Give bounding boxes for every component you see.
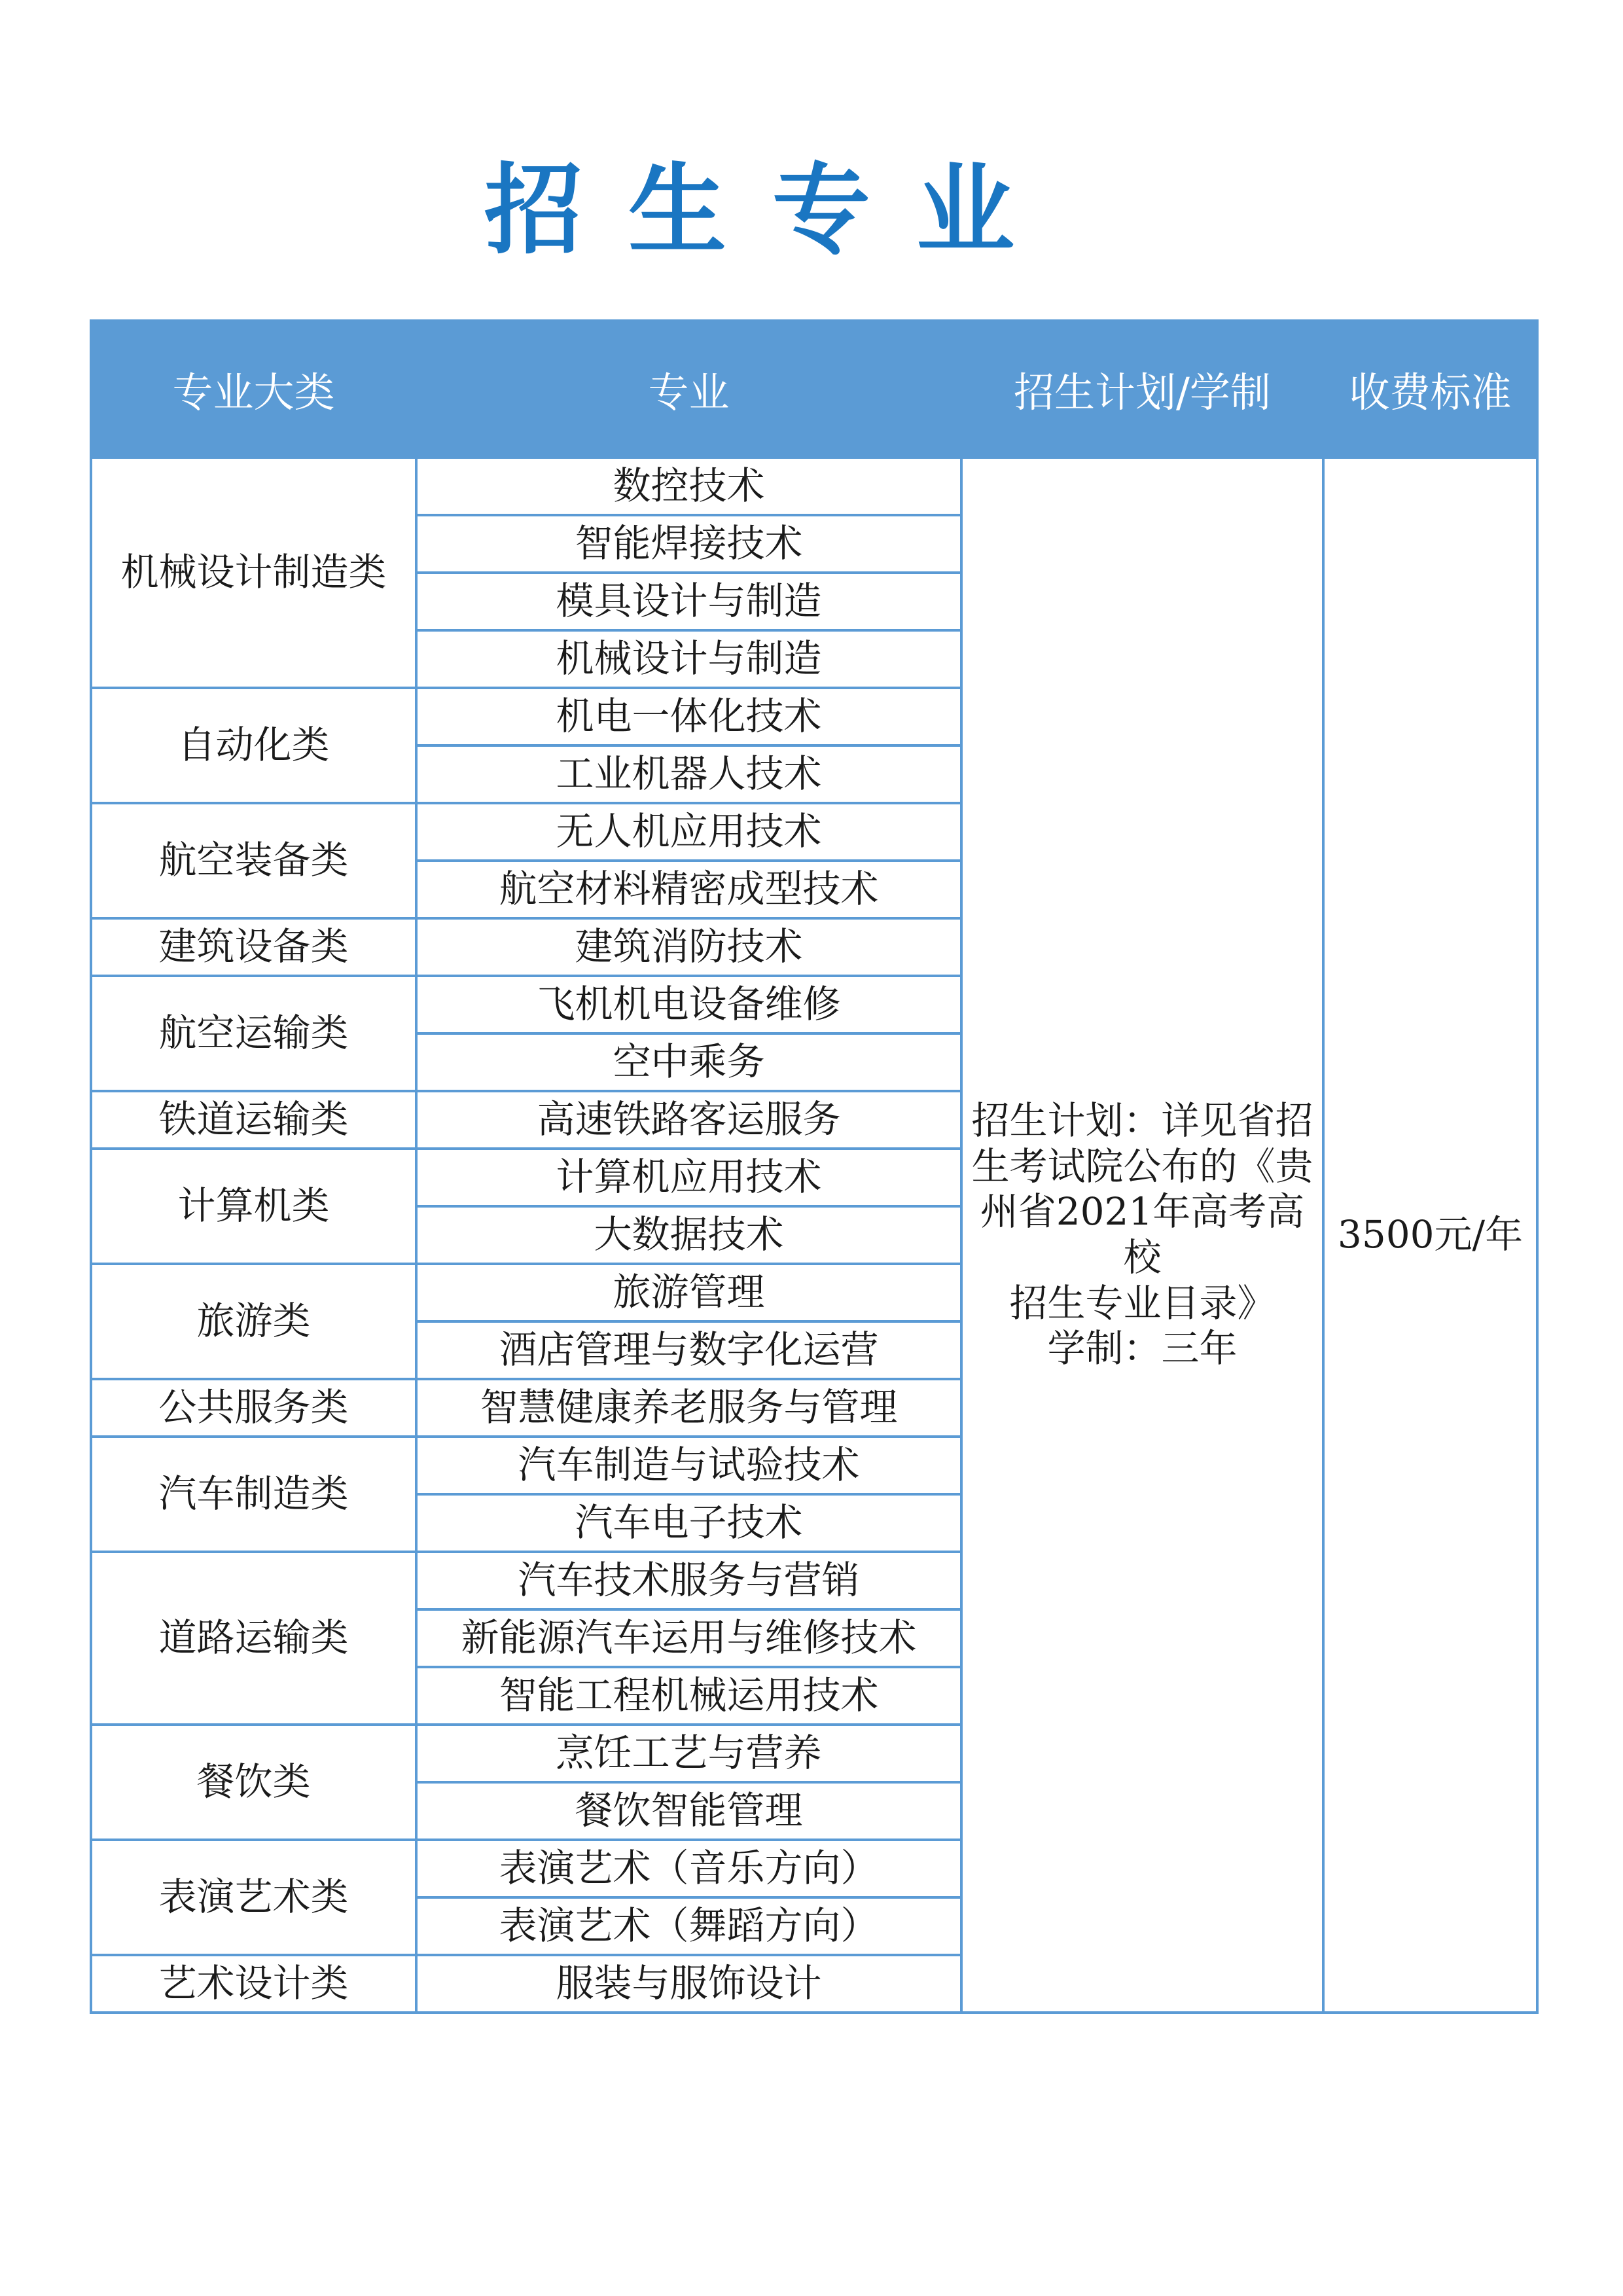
plan-line: 招生计划：详见省招 (971, 1098, 1313, 1143)
major-cell: 智能焊接技术 (416, 515, 961, 573)
header-category: 专业大类 (91, 321, 416, 457)
fee-cell: 3500元/年 (1323, 457, 1537, 2013)
category-cell: 计算机类 (91, 1149, 416, 1264)
table-body (91, 457, 1537, 2013)
category-cell: 自动化类 (91, 688, 416, 803)
major-cell: 空中乘务 (416, 1033, 961, 1091)
major-cell: 智能工程机械运用技术 (416, 1667, 961, 1725)
major-cell: 高速铁路客运服务 (416, 1091, 961, 1149)
major-cell: 建筑消防技术 (416, 918, 961, 976)
category-cell: 艺术设计类 (91, 1955, 416, 2013)
header-plan: 招生计划/学制 (961, 321, 1323, 457)
category-cell: 公共服务类 (91, 1379, 416, 1437)
major-cell: 新能源汽车运用与维修技术 (416, 1609, 961, 1667)
plan-line: 学制：三年 (1047, 1326, 1238, 1371)
major-cell: 飞机机电设备维修 (416, 976, 961, 1033)
header-major: 专业 (416, 321, 961, 457)
plan-line: 招生专业目录》 (1009, 1280, 1275, 1325)
category-cell: 餐饮类 (91, 1725, 416, 1840)
enrollment-plan-cell (961, 457, 1323, 2013)
plan-line: 生考试院公布的《贵 (971, 1143, 1313, 1189)
page-title: 招生专业 (484, 154, 1060, 268)
category-cell: 道路运输类 (91, 1552, 416, 1725)
major-cell: 旅游管理 (416, 1264, 961, 1321)
major-cell: 航空材料精密成型技术 (416, 861, 961, 918)
major-cell: 表演艺术（音乐方向） (416, 1840, 961, 1897)
major-cell: 餐饮智能管理 (416, 1782, 961, 1840)
category-cell: 建筑设备类 (91, 918, 416, 976)
category-cell: 汽车制造类 (91, 1437, 416, 1552)
category-cell: 表演艺术类 (91, 1840, 416, 1955)
major-cell: 烹饪工艺与营养 (416, 1725, 961, 1782)
major-cell: 酒店管理与数字化运营 (416, 1321, 961, 1379)
majors-table (90, 319, 1539, 2014)
major-cell: 汽车制造与试验技术 (416, 1437, 961, 1494)
category-cell: 航空运输类 (91, 976, 416, 1091)
major-cell: 表演艺术（舞蹈方向） (416, 1897, 961, 1955)
table-row (91, 457, 1537, 515)
category-cell: 旅游类 (91, 1264, 416, 1379)
major-cell: 模具设计与制造 (416, 573, 961, 630)
category-cell: 机械设计制造类 (91, 457, 416, 688)
major-cell: 大数据技术 (416, 1206, 961, 1264)
major-cell: 服装与服饰设计 (416, 1955, 961, 2013)
major-cell: 计算机应用技术 (416, 1149, 961, 1206)
major-cell: 智慧健康养老服务与管理 (416, 1379, 961, 1437)
major-cell: 无人机应用技术 (416, 803, 961, 861)
major-cell: 汽车电子技术 (416, 1494, 961, 1552)
category-cell: 铁道运输类 (91, 1091, 416, 1149)
category-cell: 航空装备类 (91, 803, 416, 918)
header-fee: 收费标准 (1323, 321, 1537, 457)
major-cell: 机械设计与制造 (416, 630, 961, 688)
table-header-row (91, 321, 1537, 457)
major-cell: 工业机器人技术 (416, 745, 961, 803)
major-cell: 机电一体化技术 (416, 688, 961, 745)
major-cell: 数控技术 (416, 457, 961, 515)
plan-line: 州省2021年高考高校 (980, 1189, 1305, 1280)
major-cell: 汽车技术服务与营销 (416, 1552, 961, 1609)
